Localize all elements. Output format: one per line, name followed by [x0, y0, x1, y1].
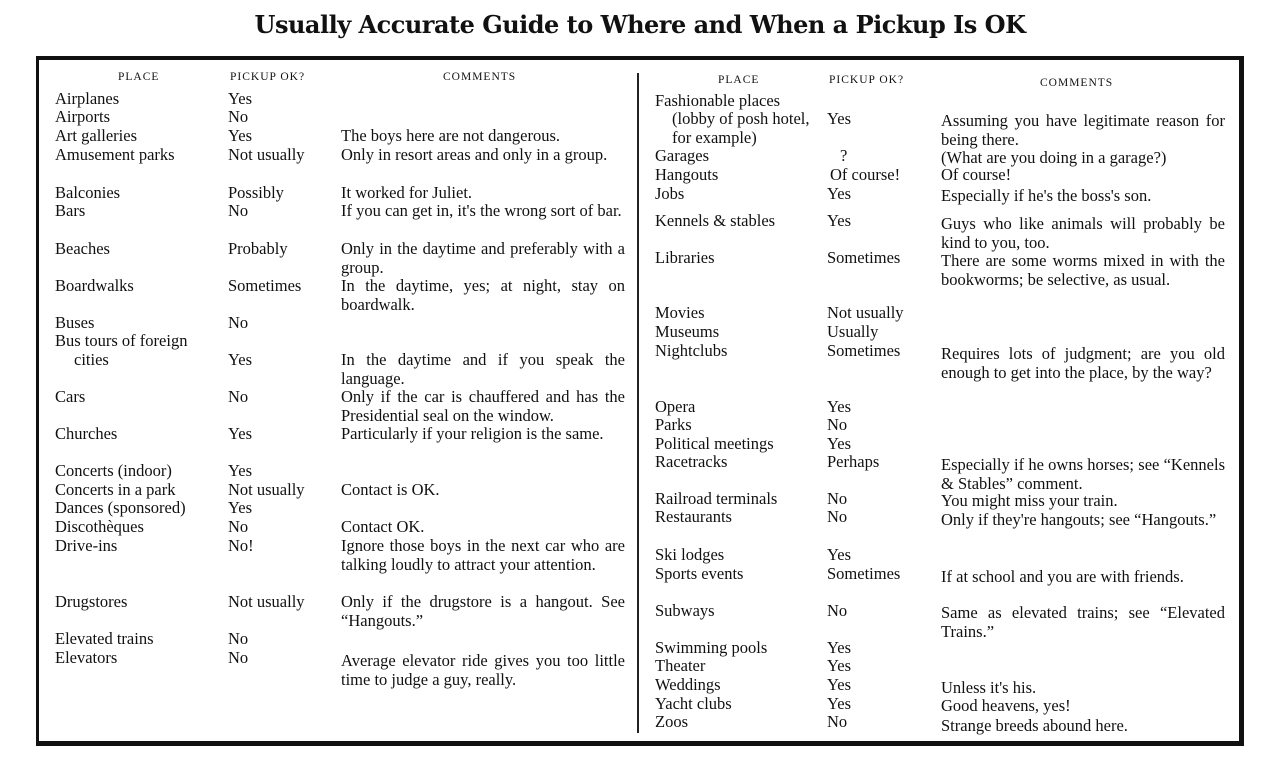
place-cell: Bus tours of foreign: [55, 331, 188, 350]
place-cell: Concerts (indoor): [55, 461, 172, 480]
place-cell: Dances (sponsored): [55, 498, 186, 517]
comment-cell: Same as elevated trains; see “Elevated Trains.”: [941, 603, 1225, 641]
pickup-ok-cell: Yes: [228, 461, 253, 480]
pickup-ok-cell: No: [228, 517, 249, 536]
pickup-ok-cell: Yes: [228, 498, 253, 517]
comment-cell: Good heavens, yes!: [941, 696, 1071, 715]
pickup-ok-cell: No!: [228, 536, 254, 555]
pickup-ok-cell: Yes: [827, 109, 852, 128]
pickup-ok-cell: Yes: [827, 675, 852, 694]
comment-cell: (What are you doing in a garage?): [941, 148, 1167, 167]
pickup-ok-cell: Yes: [827, 397, 852, 416]
pickup-ok-cell: Sometimes: [827, 341, 901, 360]
comment-cell: Only in resort areas and only in a group.: [341, 145, 608, 164]
comment-cell: Ignore those boys in the next car who are talking loudly to attract your attention.: [341, 536, 625, 574]
comment-cell: Especially if he's the boss's son.: [941, 186, 1152, 205]
pickup-ok-cell: Not usually: [228, 592, 305, 611]
place-cell: Fashionable places: [655, 91, 781, 110]
pickup-ok-cell: Usually: [827, 322, 879, 341]
place-cell: Discothèques: [55, 517, 144, 536]
pickup-ok-cell: No: [827, 507, 848, 526]
comment-cell: If at school and you are with friends.: [941, 567, 1184, 586]
place-cell: Yacht clubs: [655, 694, 732, 713]
place-cell: Parks: [655, 415, 692, 434]
place-cell: (lobby of posh hotel, for example): [672, 109, 810, 147]
place-cell: Kennels & stables: [655, 211, 776, 230]
pickup-ok-cell: No: [228, 313, 249, 332]
comment-cell: Only in the daytime and preferably with a group.: [341, 239, 625, 277]
place-cell: Concerts in a park: [55, 480, 176, 499]
pickup-ok-cell: Probably: [228, 239, 288, 258]
pickup-ok-cell: No: [228, 201, 249, 220]
column-divider: [637, 73, 639, 733]
place-cell: Buses: [55, 313, 95, 332]
place-cell: Theater: [655, 656, 706, 675]
pickup-ok-cell: Possibly: [228, 183, 284, 202]
place-cell: Nightclubs: [655, 341, 728, 360]
pickup-ok-cell: No: [228, 648, 249, 667]
header-place-right: PLACE: [718, 74, 760, 86]
comment-cell: Contact OK.: [341, 517, 425, 536]
comment-cell: Only if the drugstore is a hangout. See “Hangouts.”: [341, 592, 625, 630]
place-cell: Museums: [655, 322, 720, 341]
comment-cell: Contact is OK.: [341, 480, 440, 499]
place-cell: Zoos: [655, 712, 688, 731]
pickup-ok-cell: No: [827, 489, 848, 508]
comment-cell: Strange breeds abound here.: [941, 716, 1128, 735]
header-pickup-ok-right: PICKUP OK?: [829, 74, 905, 86]
comment-cell: Particularly if your religion is the same.: [341, 424, 604, 443]
place-cell: Political meetings: [655, 434, 774, 453]
place-cell: Boardwalks: [55, 276, 134, 295]
place-cell: Art galleries: [55, 126, 138, 145]
place-cell: Jobs: [655, 184, 685, 203]
pickup-ok-cell: Yes: [228, 89, 253, 108]
pickup-ok-cell: Yes: [827, 211, 852, 230]
pickup-ok-cell: Sometimes: [827, 248, 901, 267]
pickup-ok-cell: No: [827, 601, 848, 620]
pickup-ok-cell: Sometimes: [827, 564, 901, 583]
place-cell: Elevators: [55, 648, 118, 667]
pickup-ok-cell: ?: [840, 146, 848, 165]
pickup-ok-cell: No: [228, 107, 249, 126]
place-cell: Drive-ins: [55, 536, 118, 555]
comment-cell: Of course!: [941, 165, 1012, 184]
pickup-ok-cell: Yes: [228, 350, 253, 369]
pickup-ok-cell: Yes: [827, 184, 852, 203]
header-place-left: PLACE: [118, 71, 160, 83]
pickup-ok-cell: Of course!: [830, 165, 901, 184]
pickup-ok-cell: Yes: [827, 545, 852, 564]
comment-cell: If you can get in, it's the wrong sort of bar.: [341, 201, 622, 220]
place-cell: Balconies: [55, 183, 121, 202]
comment-cell: Especially if he owns horses; see “Kennels & Stables” comment.: [941, 455, 1225, 493]
pickup-ok-cell: No: [827, 712, 848, 731]
place-cell: Subways: [655, 601, 715, 620]
header-pickup-ok-left: PICKUP OK?: [230, 71, 306, 83]
pickup-ok-cell: No: [827, 415, 848, 434]
place-cell: Beaches: [55, 239, 110, 258]
place-cell: Sports events: [655, 564, 744, 583]
comment-cell: Only if they're hangouts; see “Hangouts.”: [941, 510, 1217, 529]
comment-cell: There are some worms mixed in with the bookworms; be selective, as usual.: [941, 251, 1225, 289]
pickup-ok-cell: No: [228, 387, 249, 406]
header-comments-right: COMMENTS: [1040, 77, 1114, 89]
pickup-ok-cell: Yes: [827, 694, 852, 713]
comment-cell: You might miss your train.: [941, 491, 1118, 510]
place-cell: Swimming pools: [655, 638, 768, 657]
pickup-ok-cell: Not usually: [228, 480, 305, 499]
comment-cell: Assuming you have legitimate reason for being there.: [941, 111, 1225, 149]
comment-cell: Requires lots of judgment; are you old enough to get into the place, by the way?: [941, 344, 1225, 382]
place-cell: Cars: [55, 387, 86, 406]
place-cell: Bars: [55, 201, 86, 220]
place-cell: Airports: [55, 107, 110, 126]
header-comments-left: COMMENTS: [443, 71, 517, 83]
page-title: Usually Accurate Guide to Where and When a Pickup Is OK: [254, 10, 1026, 39]
pickup-ok-cell: Yes: [827, 638, 852, 657]
place-cell: Amusement parks: [55, 145, 175, 164]
place-cell: Elevated trains: [55, 629, 154, 648]
pickup-ok-cell: Sometimes: [228, 276, 302, 295]
place-cell: Churches: [55, 424, 118, 443]
place-cell: Weddings: [655, 675, 721, 694]
comment-cell: Average elevator ride gives you too little time to judge a guy, really.: [341, 651, 625, 689]
pickup-ok-cell: Yes: [827, 434, 852, 453]
place-cell: Racetracks: [655, 452, 728, 471]
comment-cell: It worked for Juliet.: [341, 183, 473, 202]
comment-cell: In the daytime and if you speak the language.: [341, 350, 625, 388]
pickup-ok-cell: Perhaps: [827, 452, 880, 471]
place-cell: Restaurants: [655, 507, 732, 526]
place-cell: Hangouts: [655, 165, 719, 184]
place-cell: Airplanes: [55, 89, 120, 108]
pickup-ok-cell: Not usually: [228, 145, 305, 164]
comment-cell: Unless it's his.: [941, 678, 1037, 697]
comment-cell: Only if the car is chauffered and has the Presidential seal on the window.: [341, 387, 625, 425]
pickup-ok-cell: Yes: [228, 126, 253, 145]
place-cell: Garages: [655, 146, 710, 165]
place-cell: Libraries: [655, 248, 715, 267]
place-cell: cities: [74, 350, 109, 369]
pickup-ok-cell: No: [228, 629, 249, 648]
place-cell: Railroad terminals: [655, 489, 778, 508]
pickup-ok-cell: Yes: [228, 424, 253, 443]
comment-cell: In the daytime, yes; at night, stay on boardwalk.: [341, 276, 625, 314]
comment-cell: Guys who like animals will probably be kind to you, too.: [941, 214, 1225, 252]
pickup-ok-cell: Not usually: [827, 303, 904, 322]
pickup-ok-cell: Yes: [827, 656, 852, 675]
place-cell: Drugstores: [55, 592, 128, 611]
comment-cell: The boys here are not dangerous.: [341, 126, 561, 145]
place-cell: Movies: [655, 303, 705, 322]
place-cell: Ski lodges: [655, 545, 725, 564]
place-cell: Opera: [655, 397, 696, 416]
